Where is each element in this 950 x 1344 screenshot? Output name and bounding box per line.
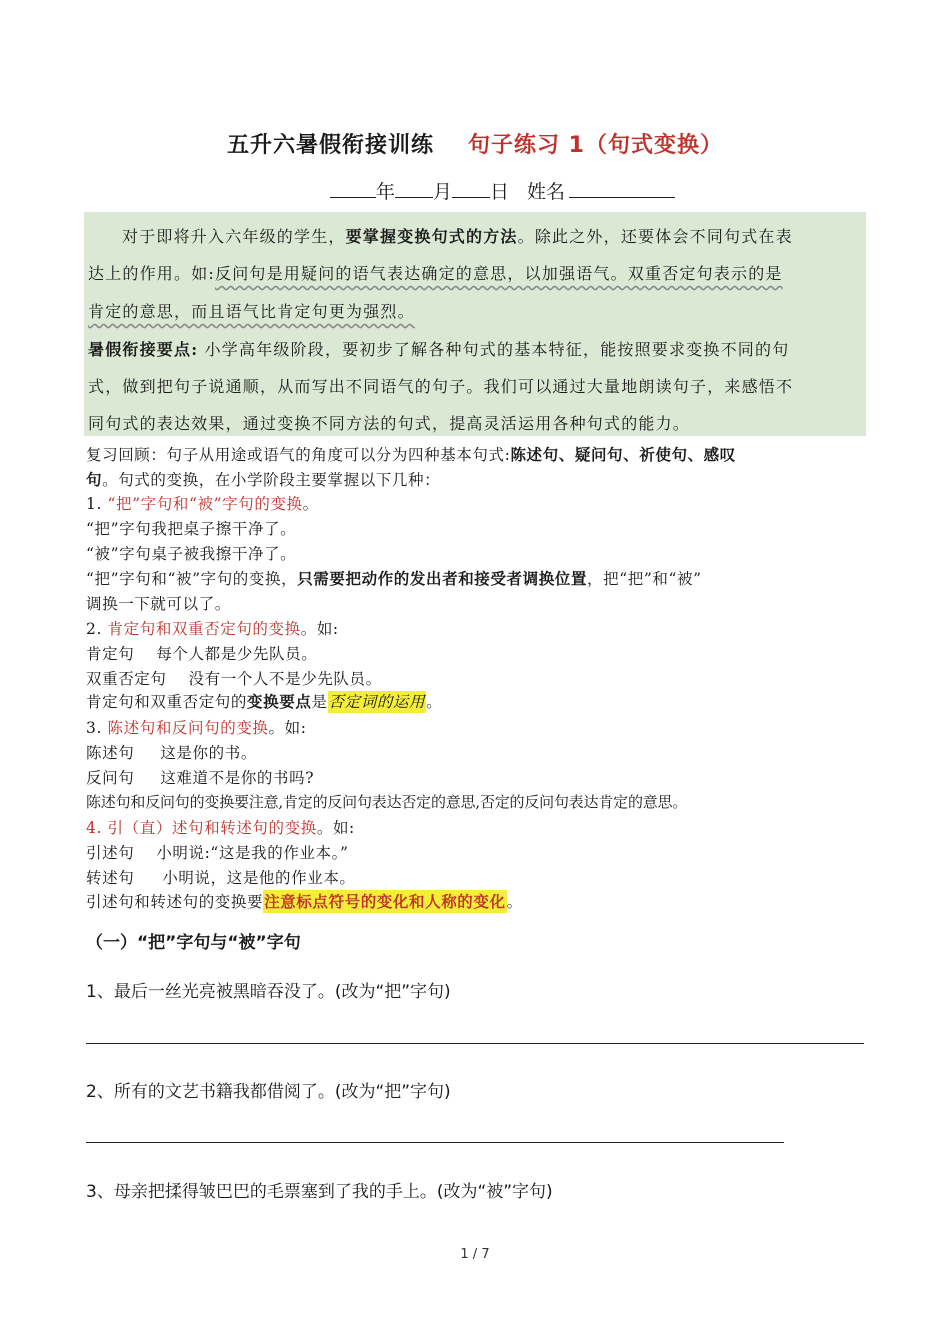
intro-underlined: 肯定的意思，而且语气比肯定句更为强烈。 (88, 302, 415, 321)
example-line (86, 866, 356, 888)
note-bold: 变换要点 (247, 692, 312, 711)
example-line: “把”字句我把桌子擦干净了。 (86, 520, 297, 538)
year-label: 年 (376, 181, 396, 203)
intro-text: 对于即将升入六年级的学生， (122, 227, 346, 246)
review-bold: 句 (86, 470, 103, 489)
intro-bold: 要掌握变换句式的方法 (345, 227, 518, 246)
example-text: 小明说:“这是我的作业本。” (156, 844, 349, 862)
section-number: 4. (86, 819, 102, 837)
example-label: 陈述句 (86, 744, 135, 762)
section-tail: 。如: (268, 719, 307, 737)
page-number: 1 / 7 (460, 1247, 490, 1262)
note-text: 是 (311, 693, 328, 711)
year-blank[interactable] (330, 179, 376, 198)
section-number: 3. (86, 719, 102, 737)
date-name-line (330, 177, 675, 204)
intro-line-1 (122, 224, 793, 247)
intro-text: 同句式的表达效果，通过变换不同方法的句式，提高灵活运用各种句式的能力。 (88, 414, 691, 433)
intro-text: 小学高年级阶段，要初步了解各种句式的基本特征，能按照要求变换不同的句 (198, 340, 790, 359)
intro-line-5 (88, 374, 793, 397)
section-tail: 。如: (300, 620, 339, 638)
answer-line-1[interactable] (86, 1043, 864, 1044)
day-label: 日 (490, 181, 510, 203)
example-line (86, 841, 349, 863)
page-title (0, 128, 950, 159)
example-text: 小明说，这是他的作业本。 (162, 869, 356, 887)
section-title: 肯定句和双重否定句的变换 (107, 620, 301, 638)
example-line (86, 642, 317, 664)
example-line: “被”字句桌子被我擦干净了。 (86, 545, 297, 563)
review-text: 复习回顾：句子从用途或语气的角度可以分为四种基本句式: (86, 446, 511, 464)
example-text: 每个人都是少先队员。 (156, 645, 318, 663)
example-label: 转述句 (86, 869, 135, 887)
exercise-section-title: （一）“把”字句与“被”字句 (86, 933, 301, 953)
intro-text: 达上的作用。如: (88, 264, 215, 283)
section-3-note: 陈述句和反问句的变换要注意,肯定的反问句表达否定的意思,否定的反问句表达肯定的意思。 (86, 793, 688, 811)
section-4-note (86, 890, 523, 912)
question-1: 1、最后一丝光亮被黑暗吞没了。(改为“把”字句) (86, 982, 451, 1002)
section-tail: 。 (302, 495, 319, 513)
example-line (86, 741, 257, 763)
review-line-2 (86, 468, 440, 490)
key-points-label: 暑假衔接要点: (88, 340, 199, 359)
review-line-1 (86, 443, 736, 465)
question-2: 2、所有的文艺书籍我都借阅了。(改为“把”字句) (86, 1082, 451, 1102)
note-text: ，把“把”和“被” (587, 570, 702, 588)
day-blank[interactable] (452, 179, 490, 198)
section-3-heading (86, 716, 307, 738)
example-label: 双重否定句 (86, 670, 167, 688)
note-text: 。 (506, 893, 523, 911)
intro-line-4 (88, 337, 789, 360)
title-main: 五升六暑假衔接训练 (227, 133, 435, 158)
highlighted-text: 否定词的运用 (328, 693, 426, 711)
month-blank[interactable] (395, 179, 433, 198)
section-2-note (86, 690, 442, 712)
section-2-heading (86, 617, 339, 639)
example-label: 肯定句 (86, 645, 135, 663)
intro-underlined: 反问句是用疑问的语气表达确定的意思，以加强语气。双重否定句表示的是 (215, 264, 783, 283)
intro-line-2 (88, 261, 783, 284)
section-1-note (86, 567, 702, 589)
review-text: 。句式的变换，在小学阶段主要掌握以下几种： (102, 471, 441, 489)
month-label: 月 (433, 181, 453, 203)
note-bold: 只需要把动作的发出者和接受者调换位置 (297, 569, 588, 588)
example-line (86, 667, 382, 689)
section-tail: 。如: (316, 819, 355, 837)
section-number: 2. (86, 620, 102, 638)
note-text: 引述句和转述句的变换要 (86, 893, 264, 911)
section-4-heading (86, 816, 355, 838)
name-blank[interactable] (569, 179, 675, 198)
section-1-heading (86, 492, 319, 514)
intro-text: 式，做到把句子说通顺，从而写出不同语气的句子。我们可以通过大量地朗读句子，来感悟不 (88, 377, 794, 396)
example-text: 这难道不是你的书吗? (160, 769, 315, 787)
name-label: 姓名 (527, 181, 566, 203)
intro-text: 。除此之外，还要体会不同句式在表 (517, 227, 793, 246)
note-text: 肯定句和双重否定句的 (86, 693, 248, 711)
question-3: 3、母亲把揉得皱巴巴的毛票塞到了我的手上。(改为“被”字句) (86, 1182, 553, 1202)
example-text: 这是你的书。 (160, 744, 257, 762)
section-title: “把”字句和“被”字句的变换 (107, 495, 303, 513)
answer-line-2[interactable] (86, 1142, 784, 1143)
review-bold: 陈述句、疑问句、祈使句、感叹 (510, 445, 736, 464)
section-title: 引（直）述句和转述句的变换 (107, 819, 317, 837)
note-text: 。 (426, 693, 443, 711)
example-label: 引述句 (86, 844, 135, 862)
section-title: 陈述句和反问句的变换 (107, 719, 269, 737)
example-label: 反问句 (86, 769, 135, 787)
title-sub: 句子练习 1（句式变换） (468, 133, 723, 158)
note-line: 调换一下就可以了。 (86, 595, 231, 613)
example-line (86, 766, 314, 788)
intro-line-3 (88, 299, 415, 322)
note-text: “把”字句和“被”字句的变换， (86, 570, 298, 588)
example-text: 没有一个人不是少先队员。 (188, 670, 382, 688)
highlighted-text: 注意标点符号的变化和人称的变化 (264, 892, 506, 911)
section-number: 1. (86, 495, 102, 513)
intro-line-6 (88, 411, 690, 434)
